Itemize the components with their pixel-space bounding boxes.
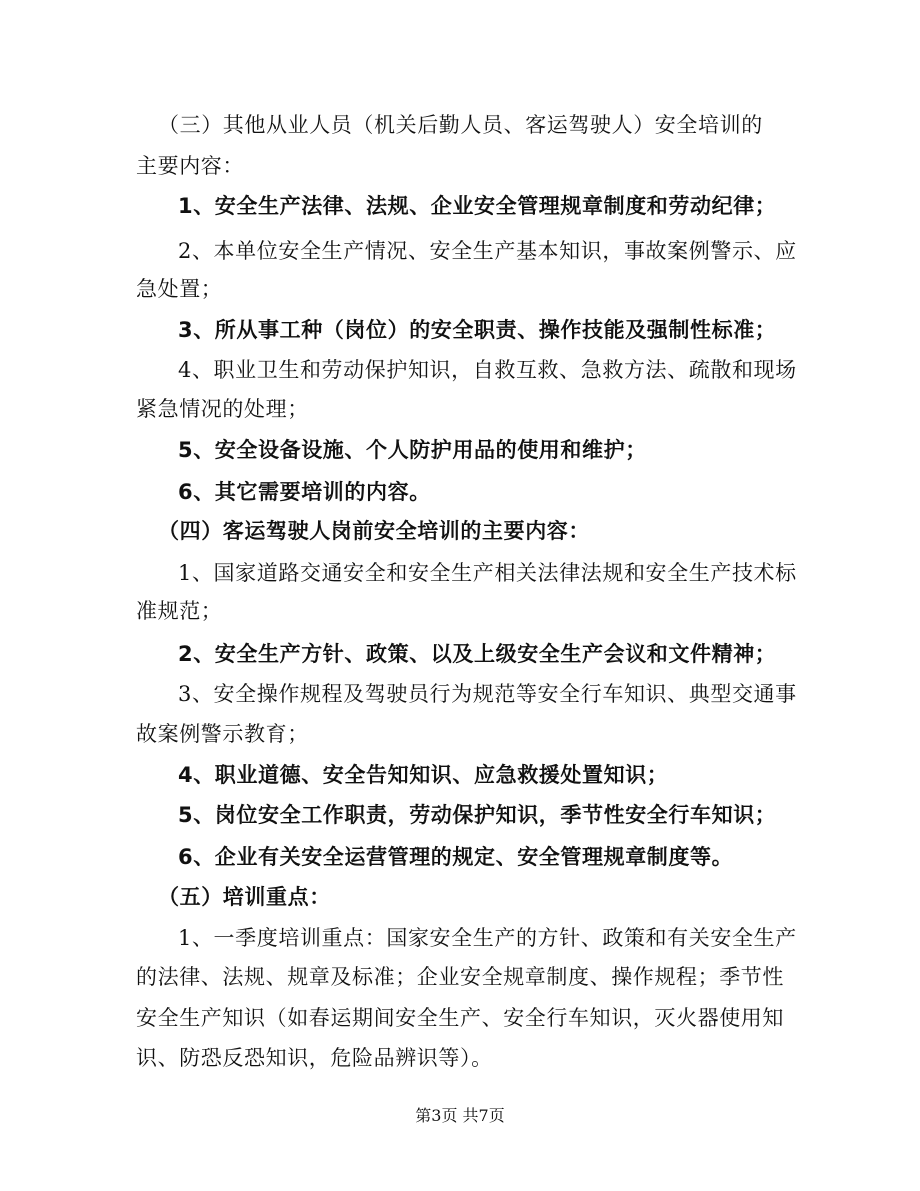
list-item-bold: 5、岗位安全工作职责，劳动保护知识，季节性安全行车知识；: [178, 803, 777, 827]
list-item-continuation: 准规范；: [136, 599, 223, 623]
section-heading-5: （五）培训重点：: [158, 885, 331, 909]
list-item-continuation: 急处置；: [136, 277, 223, 301]
list-item-bold: 5、安全设备设施、个人防护用品的使用和维护；: [178, 438, 647, 462]
list-item-continuation: 故案例警示教育；: [136, 722, 309, 746]
list-item: 3、安全操作规程及驾驶员行为规范等安全行车知识、典型交通事: [178, 682, 797, 706]
paragraph-line: 主要内容：: [136, 154, 244, 178]
list-item-continuation: 的法律、法规、规章及标准；企业安全规章制度、操作规程；季节性: [136, 965, 784, 989]
list-item-continuation: 识、防恐反恐知识，危险品辨识等）。: [136, 1046, 493, 1070]
list-item: 4、职业卫生和劳动保护知识，自救互救、急救方法、疏散和现场: [178, 358, 797, 382]
page-footer: 第3页 共7页: [415, 1106, 505, 1125]
list-item-bold: 3、所从事工种（岗位）的安全职责、操作技能及强制性标准；: [178, 318, 777, 342]
list-item: 1、国家道路交通安全和安全生产相关法律法规和安全生产技术标: [178, 561, 797, 585]
list-item: 2、本单位安全生产情况、安全生产基本知识，事故案例警示、应: [178, 239, 797, 263]
list-item: 1、一季度培训重点：国家安全生产的方针、政策和有关安全生产: [178, 926, 797, 950]
list-item-bold: 6、其它需要培训的内容。: [178, 480, 431, 504]
section-heading-3: （三）其他从业人员（机关后勤人员、客运驾驶人）安全培训的: [158, 113, 763, 137]
list-item-bold: 6、企业有关安全运营管理的规定、安全管理规章制度等。: [178, 845, 734, 869]
section-heading-4: （四）客运驾驶人岗前安全培训的主要内容：: [158, 519, 590, 543]
list-item-bold: 1、安全生产法律、法规、企业安全管理规章制度和劳动纪律；: [178, 194, 777, 218]
list-item-continuation: 安全生产知识（如春运期间安全生产、安全行车知识，灭火器使用知: [136, 1006, 784, 1030]
list-item-continuation: 紧急情况的处理；: [136, 397, 309, 421]
list-item-bold: 4、职业道德、安全告知知识、应急救援处置知识；: [178, 763, 669, 787]
list-item-bold: 2、安全生产方针、政策、以及上级安全生产会议和文件精神；: [178, 642, 777, 666]
